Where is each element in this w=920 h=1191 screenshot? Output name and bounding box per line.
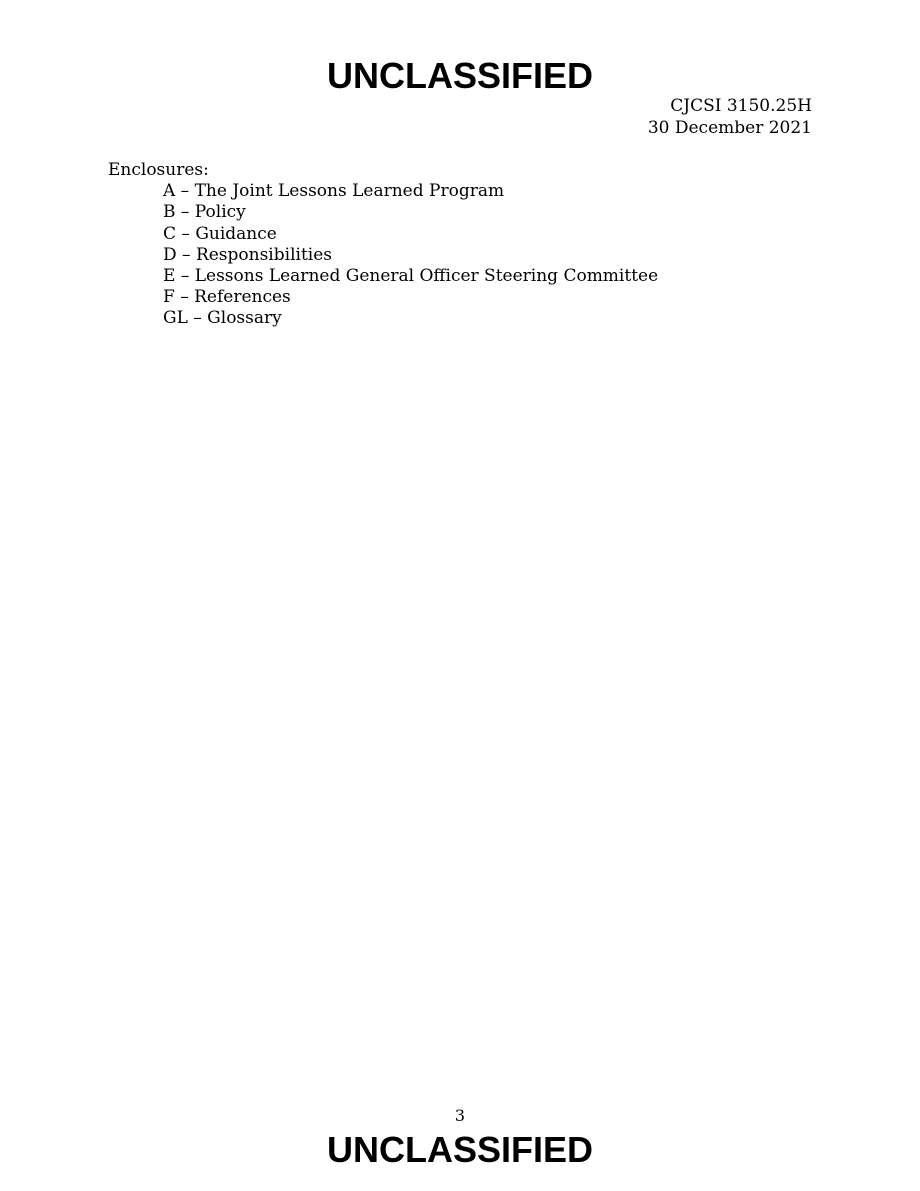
enclosures-label: Enclosures: (108, 160, 209, 180)
enclosure-item-e: E – Lessons Learned General Officer Steering Committee (163, 266, 659, 287)
enclosure-item-gl: GL – Glossary (163, 308, 282, 329)
enclosures-list (108, 181, 658, 329)
classification-banner-bottom: UNCLASSIFIED (326, 1129, 593, 1170)
enclosure-item-d: D – Responsibilities (163, 244, 332, 265)
document-date: 30 December 2021 (647, 117, 812, 138)
enclosure-item-a: A – The Joint Lessons Learned Program (163, 181, 505, 202)
enclosure-item-f: F – References (163, 287, 291, 308)
enclosure-item-b: B – Policy (163, 202, 246, 223)
document-number: CJCSI 3150.25H (670, 96, 812, 116)
page-number: 3 (454, 1106, 466, 1125)
enclosure-item-c: C – Guidance (163, 223, 277, 244)
document-header (648, 96, 812, 139)
enclosures-section (108, 160, 658, 330)
classification-banner-top: UNCLASSIFIED (326, 55, 593, 96)
